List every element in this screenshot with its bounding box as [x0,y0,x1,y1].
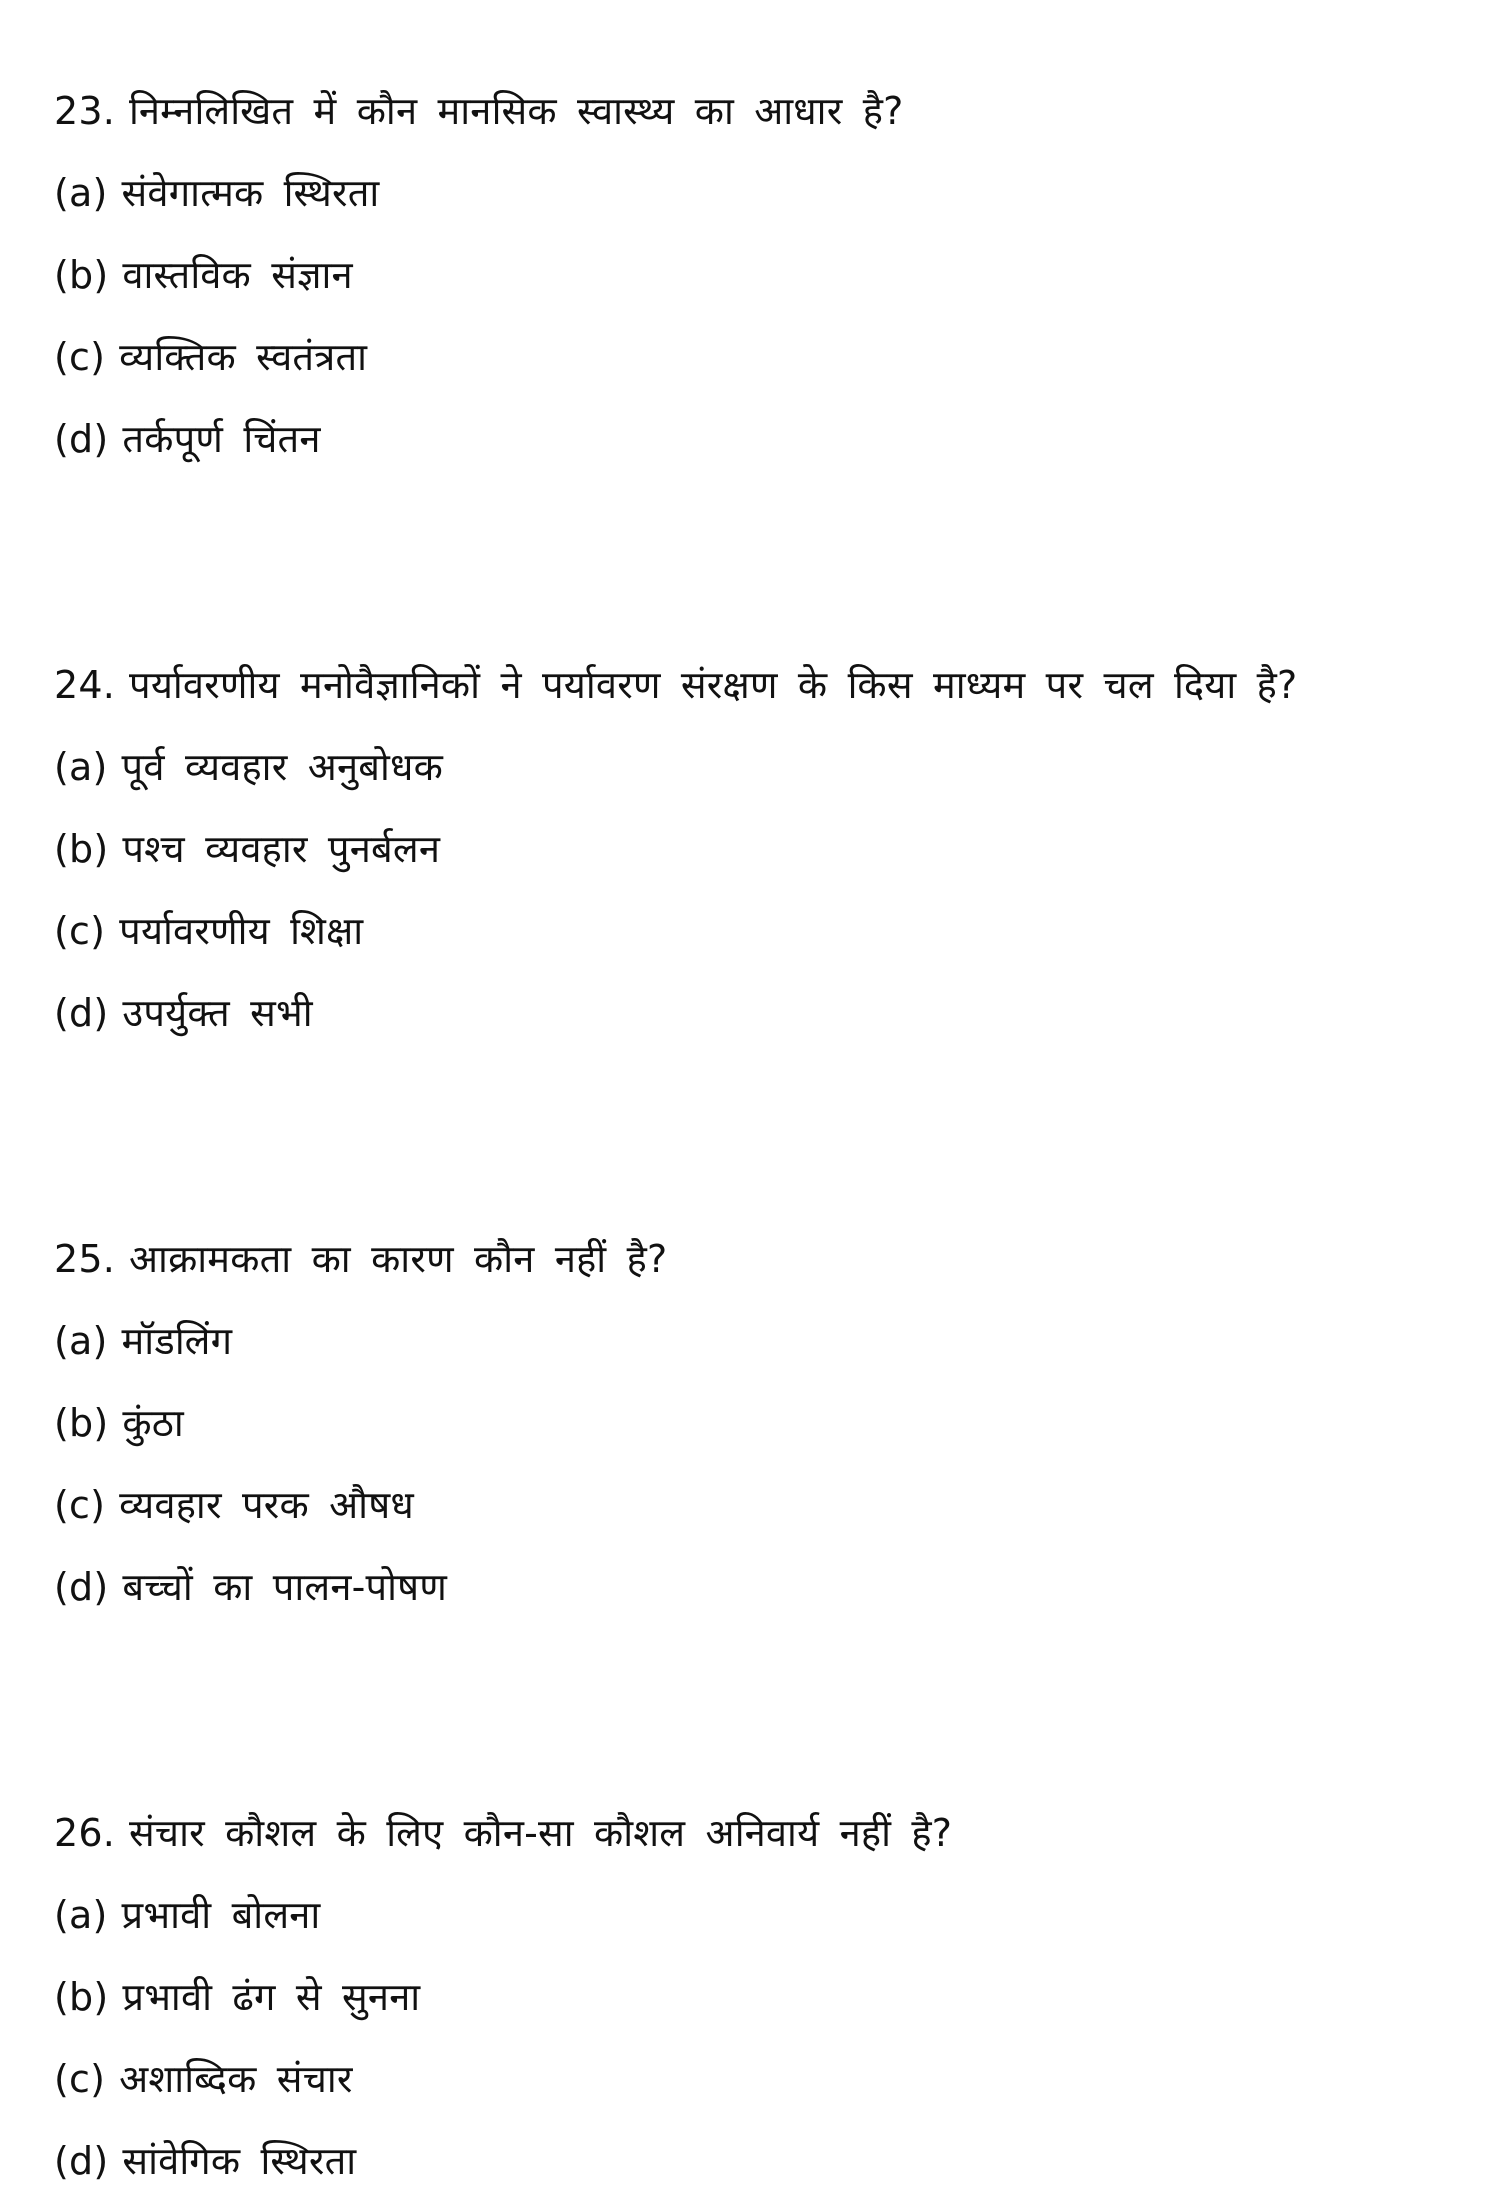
option-label: (a) [54,171,108,215]
option-b [54,1382,1464,1464]
option-label: (a) [54,745,108,789]
question-25 [54,1218,1464,1628]
option-text: पूर्व व्यवहार अनुबोधक [121,745,443,789]
option-label: (d) [54,417,109,461]
question-24 [54,644,1464,1054]
option-c [54,1464,1464,1546]
option-label: (b) [54,253,109,297]
question-number: 26. [54,1811,116,1855]
option-d [54,2120,1464,2202]
option-text: प्रभावी ढंग से सुनना [122,1975,421,2019]
option-text: कुंठा [122,1401,184,1445]
option-text: व्यवहार परक औषध [119,1483,414,1527]
option-label: (c) [54,1483,106,1527]
question-text: निम्नलिखित में कौन मानसिक स्वास्थ्य का आधार है? [129,89,904,133]
option-b [54,234,1464,316]
option-label: (c) [54,2057,106,2101]
option-label: (b) [54,827,109,871]
option-text: संवेगात्मक स्थिरता [121,171,380,215]
option-label: (a) [54,1893,108,1937]
question-text: पर्यावरणीय मनोवैज्ञानिकों ने पर्यावरण संरक्षण के किस माध्यम पर चल दिया है? [129,663,1298,707]
option-label: (d) [54,2139,109,2183]
option-label: (d) [54,991,109,1035]
option-text: मॉडलिंग [121,1319,233,1363]
option-label: (b) [54,1401,109,1445]
option-d [54,1546,1464,1628]
option-d [54,398,1464,480]
option-text: प्रभावी बोलना [121,1893,321,1937]
option-a [54,726,1464,808]
option-text: पर्यावरणीय शिक्षा [119,909,364,953]
option-label: (c) [54,909,106,953]
option-text: वास्तविक संज्ञान [122,253,353,297]
option-a [54,1874,1464,1956]
question-26 [54,1792,1464,2202]
option-label: (d) [54,1565,109,1609]
question-text: आक्रामकता का कारण कौन नहीं है? [129,1237,668,1281]
option-text: पश्च व्यवहार पुनर्बलन [122,827,441,871]
question-number: 23. [54,89,116,133]
question-text-line [54,1218,1464,1300]
option-b [54,1956,1464,2038]
option-text: अशाब्दिक संचार [119,2057,353,2101]
option-c [54,2038,1464,2120]
question-23 [54,70,1464,480]
question-number: 24. [54,663,116,707]
option-label: (c) [54,335,106,379]
option-c [54,890,1464,972]
option-text: उपर्युक्त सभी [122,991,313,1035]
option-label: (b) [54,1975,109,2019]
option-a [54,1300,1464,1382]
question-number: 25. [54,1237,116,1281]
question-text-line [54,644,1464,726]
option-b [54,808,1464,890]
question-text: संचार कौशल के लिए कौन-सा कौशल अनिवार्य नहीं है? [129,1811,953,1855]
question-page [54,70,1464,2202]
option-text: बच्चों का पालन-पोषण [122,1565,448,1609]
option-label: (a) [54,1319,108,1363]
question-text-line [54,1792,1464,1874]
option-text: सांवेगिक स्थिरता [122,2139,357,2183]
option-text: तर्कपूर्ण चिंतन [122,417,321,461]
option-text: व्यक्तिक स्वतंत्रता [119,335,368,379]
option-c [54,316,1464,398]
question-text-line [54,70,1464,152]
option-d [54,972,1464,1054]
option-a [54,152,1464,234]
